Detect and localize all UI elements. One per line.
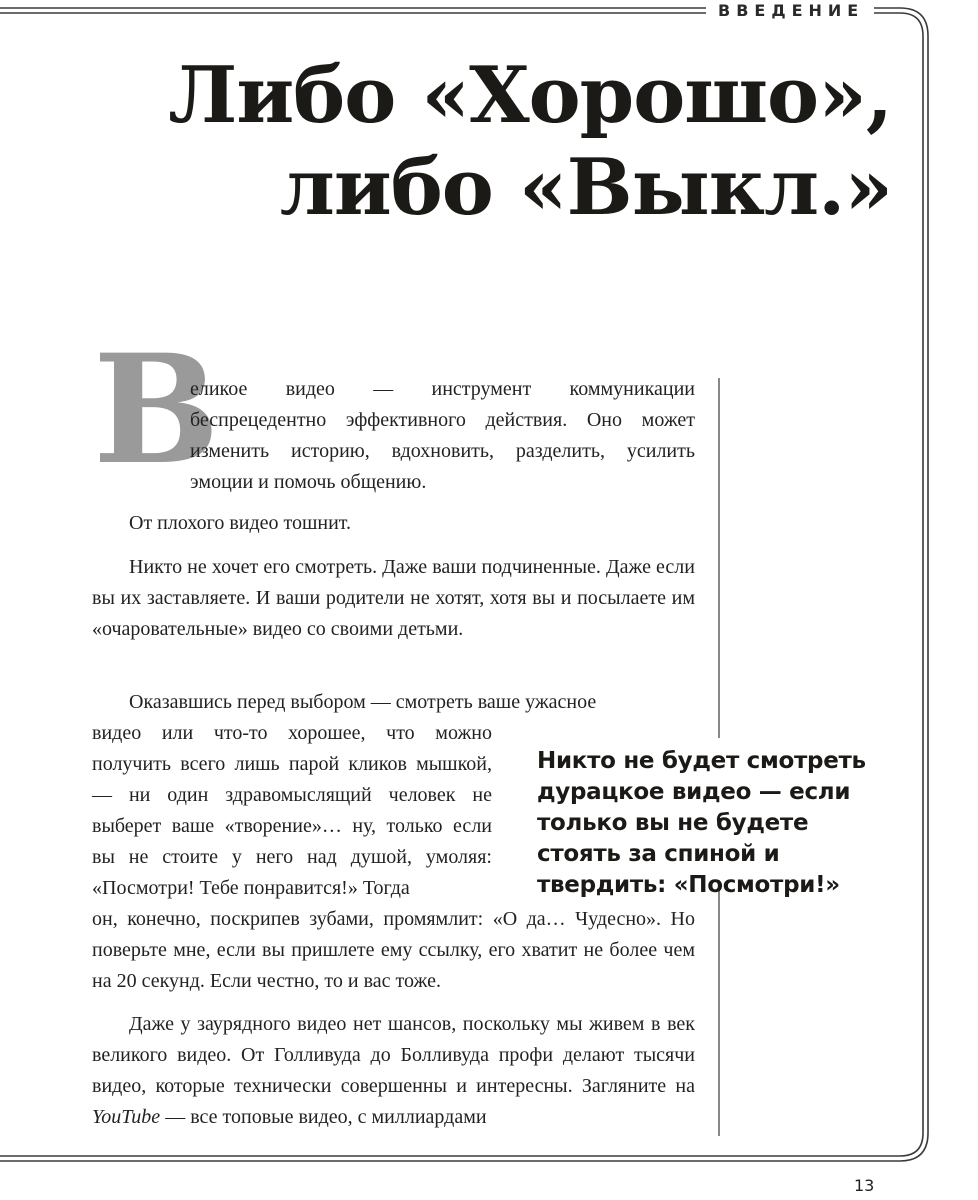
title-line-1: Либо «Хорошо»,	[168, 50, 892, 141]
page-title	[168, 50, 892, 234]
youtube-italic: YouTube	[92, 1106, 161, 1128]
paragraph-4-rest: он, конечно, поскрипев зубами, промямлит: «О да… Чудесно». Но поверьте мне, если вы пришлете ему ссылку, его хватит не более чем на 20 секунд. Если честно, то и вас тоже.	[92, 908, 695, 992]
paragraph-5	[92, 1009, 695, 1133]
drop-cap: В	[93, 322, 220, 498]
paragraph-2: От плохого видео тошнит.	[129, 512, 352, 534]
paragraph-4-narrow: видео или что-то хорошее, что можно получить всего лишь парой кликов мышкой, — ни один здравомыслящий человек не выберет ваше «творение»… ну, только если вы не стоите у него над душой, умоляя: «Посмотри! Тебе понравится!» Тогда	[92, 722, 492, 899]
paragraph-3: Никто не хочет его смотреть. Даже ваши подчиненные. Даже если вы их заставляете. И ваши родители не хотят, хотя вы и посылаете им «очаровательные» видео со своими детьми.	[92, 556, 695, 640]
page-number: 13	[854, 1176, 875, 1195]
paragraph-5-text: Даже у заурядного видео нет шансов, поскольку мы живем в век великого видео. От Голливуда до Болливуда профи делают тысячи видео, которые технически совершенны и интересны. Загляните на	[92, 1013, 695, 1097]
paragraph-5-text-end: — все топовые видео, с миллиардами	[160, 1106, 487, 1128]
section-label: ВВЕДЕНИЕ	[712, 0, 870, 22]
paragraph-1: еликое видео — инструмент коммуникации беспрецедентно эффективного действия. Оно может изменить историю, вдохновить, разделить, усилить эмоции и помочь общению.	[190, 378, 695, 493]
paragraph-4-intro: Оказавшись перед выбором — смотреть ваше ужасное	[129, 691, 597, 713]
title-line-2: либо «Выкл.»	[279, 142, 892, 233]
pull-quote: Никто не будет смотреть дурацкое видео — если только вы не будете стоять за спиной и твердить: «Посмотри!»	[537, 748, 866, 898]
